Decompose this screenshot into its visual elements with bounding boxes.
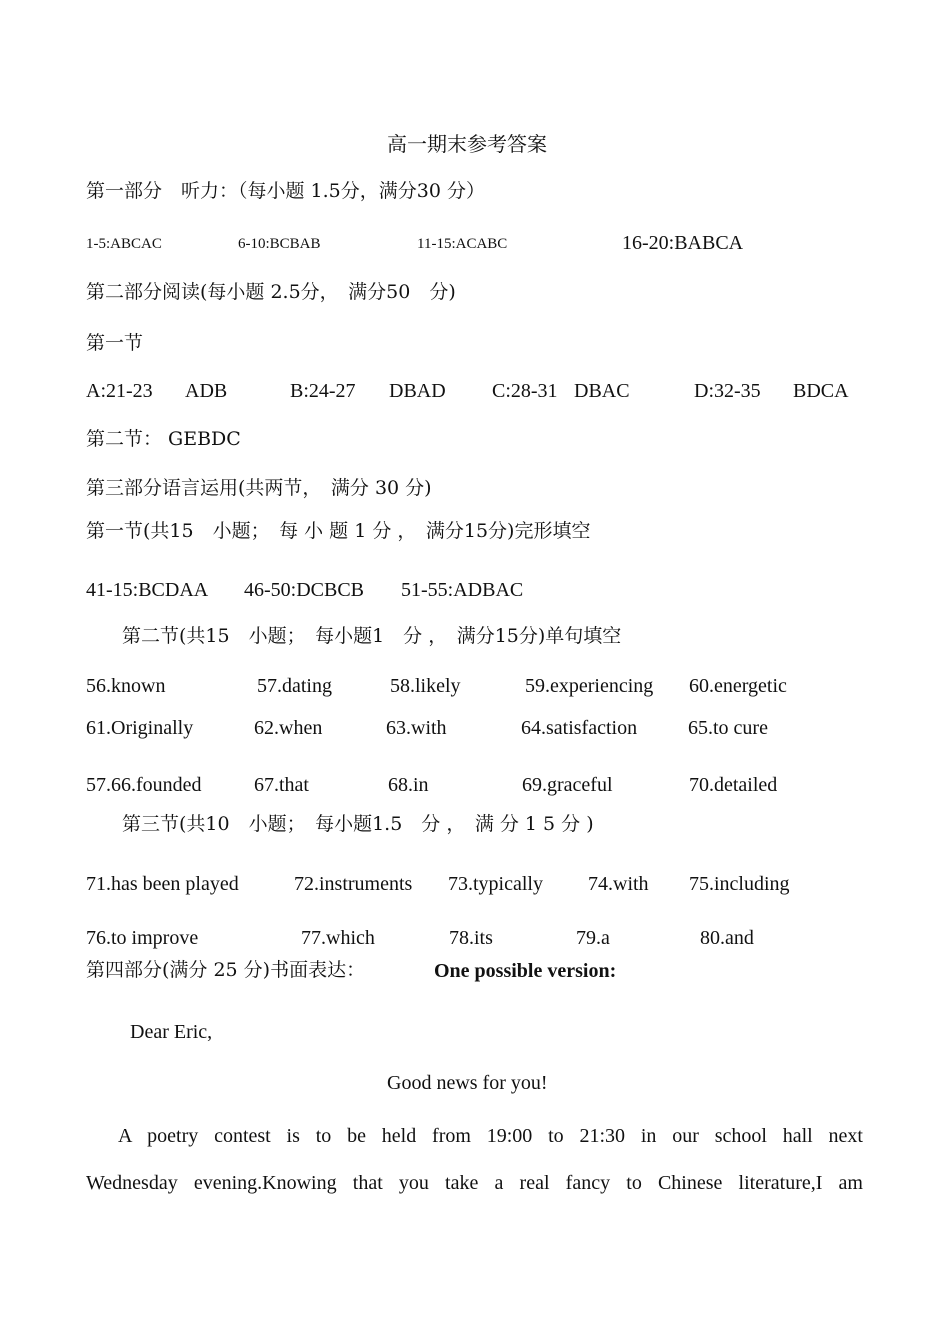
fill-answer: 61.Originally [86,717,194,739]
version-label: One possible version: [434,960,617,982]
part1-heading: 第一部分 听力：（每小题 1.5分，满分30 分） [86,180,485,202]
cloze-answer-1: 41-15:BCDAA [86,579,209,601]
reading-A-answer: ADB [185,380,228,402]
cloze-answer-2: 46-50:DCBCB [244,579,365,601]
part1-answer-4: 16-20:BABCA [622,232,744,254]
fill-answer: 57.dating [257,675,332,697]
grammar-answer: 76.to improve [86,927,199,949]
grammar-answer: 78.its [449,927,493,949]
letter-greeting: Dear Eric, [130,1021,213,1043]
grammar-answer: 75.including [689,873,790,895]
part4-heading: 第四部分(满分 25 分)书面表达： [86,959,366,981]
fill-answer: 68.in [388,774,429,796]
page-title: 高一期末参考答案 [387,132,547,156]
part3-heading: 第三部分语言运用(共两节， 满分 30 分) [86,477,432,499]
fill-answer: 62.when [254,717,323,739]
fill-answer: 70.detailed [689,774,778,796]
part2-heading: 第二部分阅读(每小题 2.5分， 满分50 分) [86,281,456,303]
letter-line-2: Wednesday evening.Knowing that you take a real fancy to Chinese literature,I am [86,1172,863,1194]
grammar-answer: 72.instruments [294,873,413,895]
fill-answer: 58.likely [390,675,461,697]
fill-answer: 57.66.founded [86,774,202,796]
grammar-answer: 74.with [588,873,649,895]
part3-section2-heading: 第二节(共15 小题； 每小题1 分 ， 满分15分)单句填空 [122,625,622,647]
reading-B-answer: DBAD [389,380,446,402]
reading-C-answer: DBAC [574,380,630,402]
fill-answer: 59.experiencing [525,675,654,697]
reading-D-answer: BDCA [793,380,849,402]
reading-D-range: D:32-35 [694,380,761,402]
grammar-answer: 77.which [301,927,375,949]
part1-answer-2: 6-10:BCBAB [238,236,321,252]
part1-answer-1: 1-5:ABCAC [86,236,162,252]
fill-answer: 63.with [386,717,447,739]
part1-answer-3: 11-15:ACABC [417,236,508,252]
letter-title: Good news for you! [387,1072,548,1094]
cloze-answer-3: 51-55:ADBAC [401,579,524,601]
part2-section1-label: 第一节 [86,332,144,354]
reading-B-range: B:24-27 [290,380,356,402]
fill-answer: 67.that [254,774,309,796]
grammar-answer: 79.a [576,927,610,949]
reading-A-range: A:21-23 [86,380,153,402]
letter-line-1: A poetry contest is to be held from 19:00 to 21:30 in our school hall next [118,1125,863,1147]
fill-answer: 56.known [86,675,166,697]
fill-answer: 69.graceful [522,774,613,796]
part3-section1-heading: 第一节(共15 小题； 每 小 题 1 分 ， 满分15分)完形填空 [86,520,591,542]
part3-section3-heading: 第三节(共10 小题； 每小题1.5 分 ， 满 分 1 5 分 ) [122,813,594,835]
grammar-answer: 73.typically [448,873,543,895]
fill-answer: 64.satisfaction [521,717,638,739]
fill-answer: 60.energetic [689,675,787,697]
part2-section2: 第二节： GEBDC [86,428,241,450]
reading-C-range: C:28-31 [492,380,558,402]
fill-answer: 65.to cure [688,717,768,739]
grammar-answer: 71.has been played [86,873,239,895]
grammar-answer: 80.and [700,927,754,949]
